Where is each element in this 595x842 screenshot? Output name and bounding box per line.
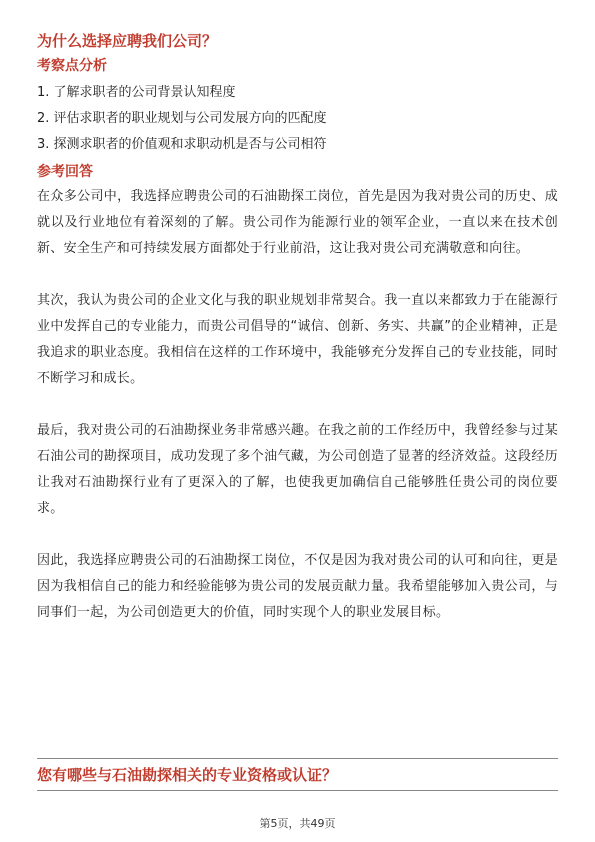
answer-paragraph: 在众多公司中，我选择应聘贵公司的石油勘探工岗位，首先是因为我对贵公司的历史、成就以及行业地位有着深刻的了解。贵公司作为能源行业的领军企业，一直以来在技术创新、安全生产和可持续发展方面都处于行业前沿，这让我对贵公司充满敬意和向往。: [37, 189, 558, 256]
next-question-title: 您有哪些与石油勘探相关的专业资格或认证？: [37, 766, 338, 784]
answer-body: [37, 184, 558, 626]
answer-paragraph: 其次，我认为贵公司的企业文化与我的职业规划非常契合。我一直以来都致力于在能源行业中发挥自己的专业能力，而贵公司倡导的“诚信、创新、务实、共赢”的企业精神，正是我追求的职业态度。我相信在这样的工作环境中，我能够充分发挥自己的专业技能，同时不断学习和成长。: [37, 293, 558, 386]
page-number: 第5页，共49页: [259, 817, 336, 830]
section-divider: [37, 758, 558, 759]
question-title: 为什么选择应聘我们公司？: [37, 32, 218, 50]
answer-paragraph: 因此，我选择应聘贵公司的石油勘探工岗位，不仅是因为我对贵公司的认可和向往，更是因为我相信自己的能力和经验能够为贵公司的发展贡献力量。我希望能够加入贵公司，与同事们一起，为公司创造更大的价值，同时实现个人的职业发展目标。: [37, 553, 558, 620]
section-divider-bottom: [37, 790, 558, 791]
answer-heading: 参考回答: [37, 164, 93, 180]
analysis-points: [37, 80, 558, 158]
analysis-point: 2. 评估求职者的职业规划与公司发展方向的匹配度: [37, 111, 327, 126]
answer-paragraph: 最后，我对贵公司的石油勘探业务非常感兴趣。在我之前的工作经历中，我曾经参与过某石油公司的勘探项目，成功发现了多个油气藏，为公司创造了显著的经济效益。这段经历让我对石油勘探行业有了更深入的了解，也使我更加确信自己能够胜任贵公司的岗位要求。: [37, 423, 558, 516]
analysis-point: 3. 探测求职者的价值观和求职动机是否与公司相符: [37, 137, 327, 152]
analysis-heading: 考察点分析: [37, 58, 107, 74]
analysis-point: 1. 了解求职者的公司背景认知程度: [37, 85, 236, 100]
document-page: [37, 30, 558, 626]
